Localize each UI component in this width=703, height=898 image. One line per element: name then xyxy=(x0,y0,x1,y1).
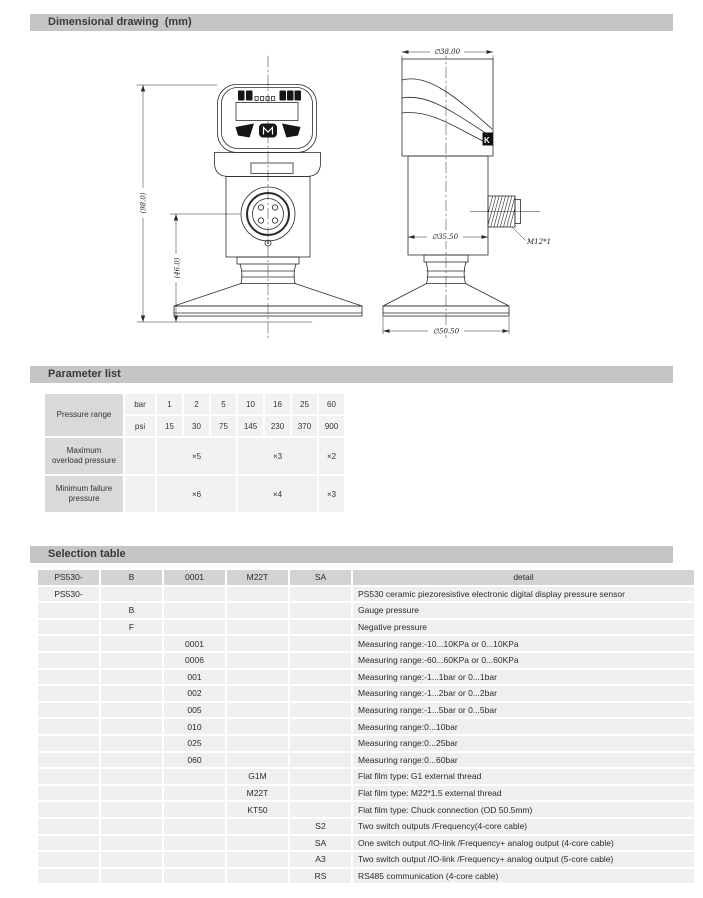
section-title: Parameter list xyxy=(48,368,121,380)
dim-lower-height: (46.0) xyxy=(173,257,182,279)
param-corner-label: Pressure range xyxy=(45,394,123,436)
code-cell xyxy=(38,603,99,618)
table-row xyxy=(38,703,694,718)
section-header-parameter xyxy=(30,366,673,383)
brand-logo-letter: K xyxy=(484,136,490,145)
header-cell: M22T xyxy=(227,570,288,585)
code-cell xyxy=(101,802,162,817)
code-cell xyxy=(227,653,288,668)
code-cell xyxy=(290,653,351,668)
code-cell xyxy=(290,769,351,784)
bar-value: 60 xyxy=(319,394,344,414)
parameter-table xyxy=(43,392,346,514)
code-cell xyxy=(290,719,351,734)
bar-value: 16 xyxy=(265,394,290,414)
code-cell: 010 xyxy=(164,719,225,734)
dim-overall-height: (98.0) xyxy=(139,192,148,214)
code-cell xyxy=(38,686,99,701)
dim-body-diameter: ∅35.50 xyxy=(431,233,459,241)
code-cell xyxy=(164,802,225,817)
overload-group: ×5 xyxy=(157,438,236,474)
detail-cell: Measuring range:-1...1bar or 0...1bar xyxy=(353,670,694,685)
code-cell xyxy=(101,736,162,751)
code-cell xyxy=(164,819,225,834)
header-cell: detail xyxy=(353,570,694,585)
code-cell xyxy=(101,703,162,718)
code-cell xyxy=(101,719,162,734)
code-cell xyxy=(227,719,288,734)
code-cell xyxy=(290,786,351,801)
bar-value: 5 xyxy=(211,394,236,414)
code-cell xyxy=(101,769,162,784)
code-cell: 0001 xyxy=(164,636,225,651)
code-cell: M22T xyxy=(227,786,288,801)
detail-cell: Measuring range:0...25bar xyxy=(353,736,694,751)
code-cell xyxy=(227,869,288,884)
section-title: Selection table xyxy=(48,548,126,560)
selection-table-body xyxy=(38,587,694,884)
psi-value: 30 xyxy=(184,416,209,436)
code-cell xyxy=(38,819,99,834)
code-cell xyxy=(227,620,288,635)
detail-cell: Measuring range:-1...5bar or 0...5bar xyxy=(353,703,694,718)
code-cell: 005 xyxy=(164,703,225,718)
code-cell xyxy=(101,686,162,701)
display-buttons xyxy=(236,124,301,138)
code-cell xyxy=(227,703,288,718)
table-row xyxy=(38,869,694,884)
code-cell xyxy=(38,703,99,718)
psi-value: 75 xyxy=(211,416,236,436)
dim-thread-label: M12*1 xyxy=(527,238,552,246)
param-row-label: Maximum overload pressure xyxy=(45,438,123,474)
unit-cell: psi xyxy=(125,416,155,436)
code-cell xyxy=(164,587,225,602)
code-cell xyxy=(227,686,288,701)
table-row xyxy=(38,653,694,668)
detail-cell: Flat film type: G1 external thread xyxy=(353,769,694,784)
code-cell xyxy=(38,786,99,801)
code-cell: F xyxy=(101,620,162,635)
unit-cell: bar xyxy=(125,394,155,414)
header-cell: SA xyxy=(290,570,351,585)
code-cell xyxy=(38,753,99,768)
code-cell xyxy=(227,819,288,834)
code-cell xyxy=(38,736,99,751)
code-cell xyxy=(290,736,351,751)
empty-cell xyxy=(125,476,155,512)
detail-cell: PS530 ceramic piezoresistive electronic digital display pressure sensor xyxy=(353,587,694,602)
code-cell xyxy=(227,753,288,768)
code-cell xyxy=(227,636,288,651)
code-cell xyxy=(164,852,225,867)
table-row xyxy=(38,786,694,801)
code-cell xyxy=(164,836,225,851)
header-cell: B xyxy=(101,570,162,585)
code-cell xyxy=(290,802,351,817)
code-cell xyxy=(227,587,288,602)
thread-connector xyxy=(470,195,540,228)
table-row xyxy=(45,476,344,512)
code-cell xyxy=(290,603,351,618)
side-dimensions xyxy=(383,52,525,334)
code-cell: KT50 xyxy=(227,802,288,817)
code-cell xyxy=(290,620,351,635)
detail-cell: Two switch outputs /Frequency(4-core cable) xyxy=(353,819,694,834)
code-cell xyxy=(290,587,351,602)
detail-cell: Measuring range:0...10bar xyxy=(353,719,694,734)
selection-table xyxy=(36,568,696,885)
table-row xyxy=(38,587,694,602)
code-cell xyxy=(290,686,351,701)
side-view xyxy=(383,48,540,338)
code-cell: PS530- xyxy=(38,587,99,602)
section-header-selection xyxy=(30,546,673,563)
bar-value: 1 xyxy=(157,394,182,414)
code-cell xyxy=(227,670,288,685)
code-cell xyxy=(227,836,288,851)
code-cell xyxy=(38,869,99,884)
code-cell xyxy=(38,653,99,668)
lcd-window xyxy=(236,103,298,121)
table-row xyxy=(38,769,694,784)
detail-cell: RS485 communication (4-core cable) xyxy=(353,869,694,884)
table-row xyxy=(38,836,694,851)
header-cell: 0001 xyxy=(164,570,225,585)
code-cell: B xyxy=(101,603,162,618)
code-cell xyxy=(227,603,288,618)
psi-value: 370 xyxy=(292,416,317,436)
psi-value: 230 xyxy=(265,416,290,436)
code-cell xyxy=(38,836,99,851)
code-cell xyxy=(164,786,225,801)
code-cell: A3 xyxy=(290,852,351,867)
code-cell xyxy=(101,786,162,801)
code-cell: 060 xyxy=(164,753,225,768)
detail-cell: Flat film type: M22*1.5 external thread xyxy=(353,786,694,801)
code-cell xyxy=(101,653,162,668)
code-cell: 001 xyxy=(164,670,225,685)
table-row xyxy=(38,603,694,618)
header-cell: PS530- xyxy=(38,570,99,585)
detail-cell: One switch output /IO-link /Frequency+ analog output (4-core cable) xyxy=(353,836,694,851)
table-row xyxy=(38,719,694,734)
code-cell xyxy=(38,769,99,784)
code-cell xyxy=(290,636,351,651)
table-row xyxy=(38,636,694,651)
detail-cell: Negative pressure xyxy=(353,620,694,635)
table-row xyxy=(38,736,694,751)
front-view xyxy=(174,56,362,338)
detail-cell: Measuring range:-60...60KPa or 0...60KPa xyxy=(353,653,694,668)
code-cell xyxy=(38,636,99,651)
code-cell xyxy=(38,802,99,817)
table-row xyxy=(38,802,694,817)
code-cell xyxy=(290,703,351,718)
table-row xyxy=(38,852,694,867)
table-row xyxy=(38,670,694,685)
code-cell xyxy=(164,620,225,635)
detail-cell: Measuring range:-10...10KPa or 0...10KPa xyxy=(353,636,694,651)
empty-cell xyxy=(125,438,155,474)
code-cell: 025 xyxy=(164,736,225,751)
psi-value: 900 xyxy=(319,416,344,436)
code-cell: 0006 xyxy=(164,653,225,668)
code-cell: RS xyxy=(290,869,351,884)
code-cell xyxy=(101,636,162,651)
failure-group: ×4 xyxy=(238,476,317,512)
section-header-dimensional xyxy=(30,14,673,31)
detail-cell: Measuring range:0...60bar xyxy=(353,753,694,768)
code-cell xyxy=(101,852,162,867)
code-cell xyxy=(38,719,99,734)
detail-cell: Two switch output /IO-link /Frequency+ analog output (5-core cable) xyxy=(353,852,694,867)
table-row xyxy=(45,394,344,414)
table-row xyxy=(38,620,694,635)
code-cell xyxy=(38,670,99,685)
code-cell xyxy=(101,819,162,834)
code-cell: S2 xyxy=(290,819,351,834)
display-unit-ticks xyxy=(255,97,275,101)
detail-cell: Gauge pressure xyxy=(353,603,694,618)
overload-group: ×3 xyxy=(238,438,317,474)
bar-value: 10 xyxy=(238,394,263,414)
code-cell xyxy=(101,836,162,851)
section-title: Dimensional drawing (mm) xyxy=(48,16,192,28)
code-cell xyxy=(101,753,162,768)
bar-value: 25 xyxy=(292,394,317,414)
code-cell: G1M xyxy=(227,769,288,784)
bar-value: 2 xyxy=(184,394,209,414)
code-cell xyxy=(164,869,225,884)
code-cell xyxy=(290,753,351,768)
code-cell xyxy=(101,670,162,685)
failure-group: ×6 xyxy=(157,476,236,512)
selection-header-row xyxy=(38,570,694,585)
code-cell xyxy=(164,603,225,618)
code-cell xyxy=(227,852,288,867)
code-cell xyxy=(227,736,288,751)
code-cell xyxy=(101,869,162,884)
detail-cell: Measuring range:-1...2bar or 0...2bar xyxy=(353,686,694,701)
code-cell: 002 xyxy=(164,686,225,701)
dimensional-drawing xyxy=(0,0,703,352)
failure-group: ×3 xyxy=(319,476,344,512)
code-cell xyxy=(38,852,99,867)
dim-base-diameter: ∅50.50 xyxy=(432,327,460,336)
psi-value: 145 xyxy=(238,416,263,436)
table-row xyxy=(38,686,694,701)
dim-head-diameter: ∅38.00 xyxy=(433,48,461,56)
table-row xyxy=(38,819,694,834)
overload-group: ×2 xyxy=(319,438,344,474)
detail-cell: Flat film type: Chuck connection (OD 50.5mm) xyxy=(353,802,694,817)
psi-value: 15 xyxy=(157,416,182,436)
table-row xyxy=(38,753,694,768)
code-cell xyxy=(101,587,162,602)
table-row xyxy=(45,438,344,474)
code-cell xyxy=(38,620,99,635)
code-cell: SA xyxy=(290,836,351,851)
param-row-label: Minimum failure pressure xyxy=(45,476,123,512)
code-cell xyxy=(290,670,351,685)
code-cell xyxy=(164,769,225,784)
